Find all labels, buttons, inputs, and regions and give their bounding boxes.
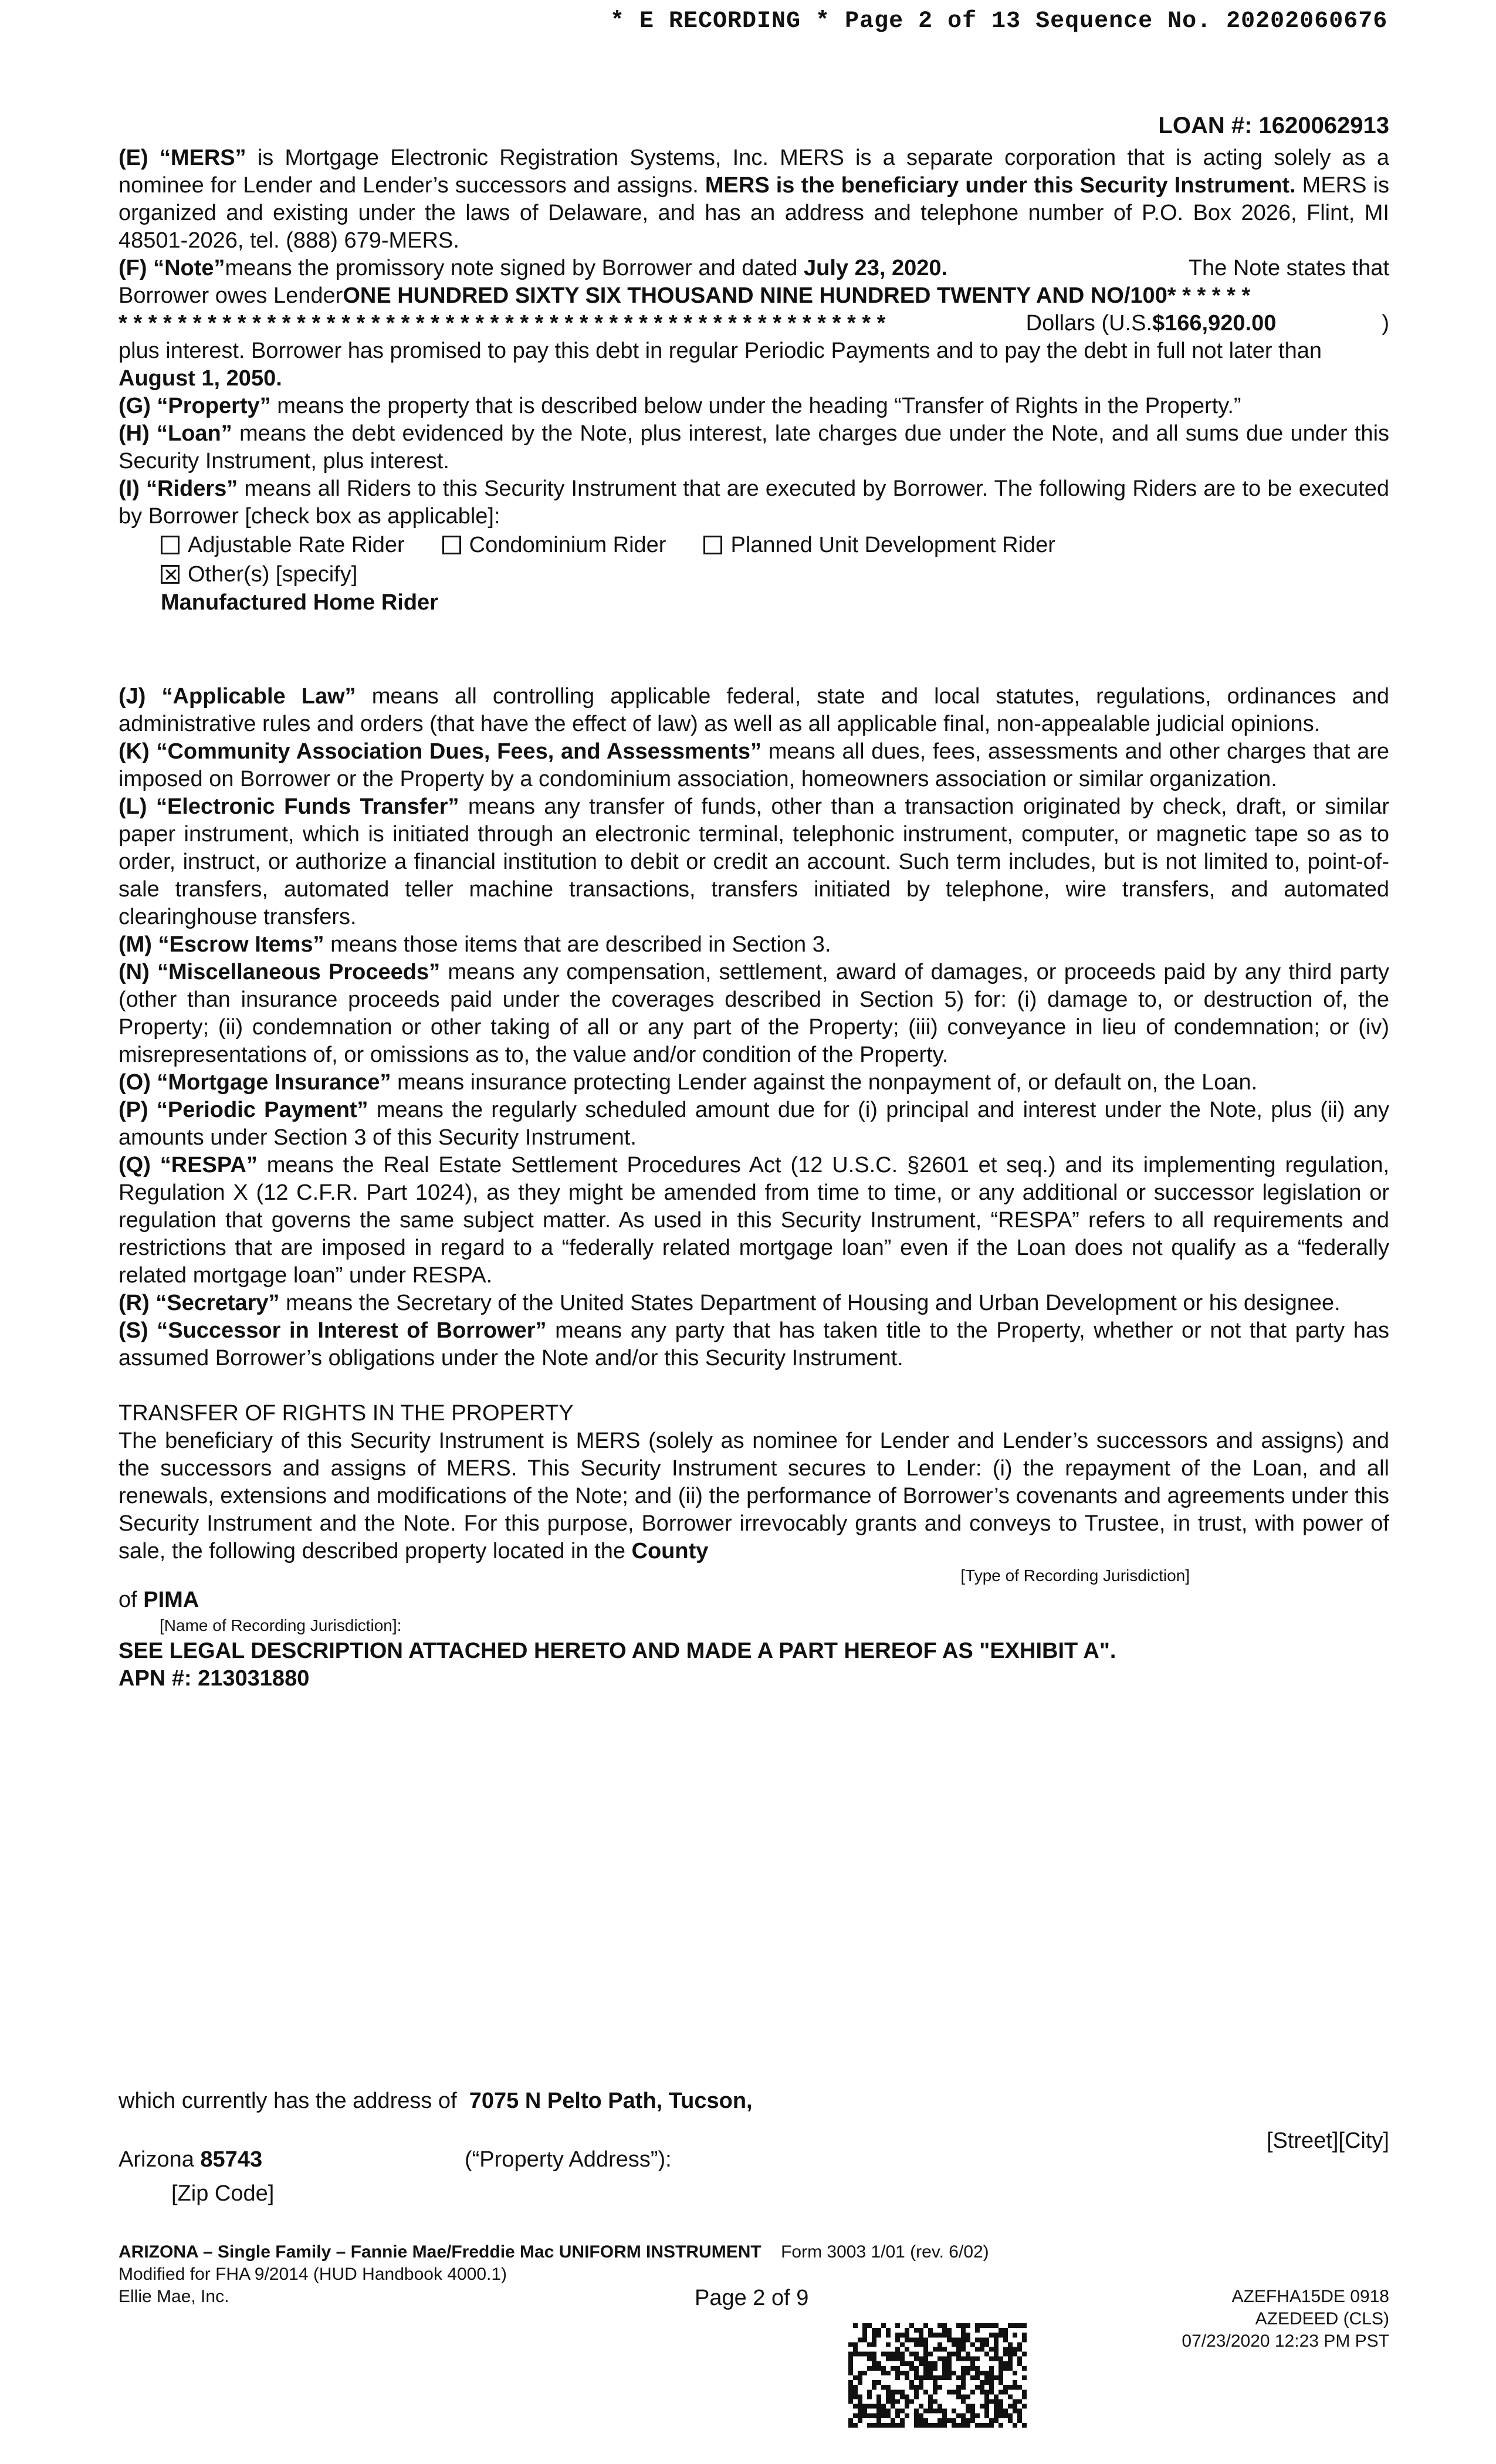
- apn-number: APN #: 213031880: [119, 1666, 310, 1691]
- checkbox-icon[interactable]: [161, 536, 180, 554]
- definition-s: (S) “Successor in Interest of Borrower” means any party that has taken title to the Property, whether or not that party has assumed Borrower’s obligations under the Note and/or this Security Instrument.: [119, 1318, 1389, 1370]
- rider-other-value: Manufactured Home Rider: [161, 590, 438, 615]
- definition-l: (L) “Electronic Funds Transfer” means any transfer of funds, other than a transaction originated by check, draft, or similar paper instrument, which is initiated through an electronic terminal, telephonic instrument, computer, or magnetic tape so as to order, instruct, or authorize a financial institution to debit or credit an account. Such term includes, but is not limited to, point-of-sale transfers, automated teller machine transactions, transfers initiated by telephone, wire transfers, and automated clearinghouse transfers.: [119, 794, 1389, 929]
- page-number: Page 2 of 9: [695, 2286, 809, 2310]
- checkbox-icon[interactable]: [442, 536, 461, 554]
- legal-description: SEE LEGAL DESCRIPTION ATTACHED HERETO AND MADE A PART HEREOF AS "EXHIBIT A".: [119, 1639, 1116, 1663]
- barcode-icon: [848, 2323, 1027, 2428]
- transfer-heading: TRANSFER OF RIGHTS IN THE PROPERTY: [119, 1401, 574, 1426]
- rider-planned-unit-development[interactable]: Planned Unit Development Rider: [703, 532, 1055, 559]
- note-date: July 23, 2020.: [803, 256, 948, 280]
- loan-number: LOAN #: 1620062913: [1158, 113, 1389, 138]
- loan-amount: $166,920.00: [1152, 311, 1277, 336]
- definition-i: (I) “Riders” means all Riders to this Security Instrument that are executed by Borrower. The following Riders are to be executed by Borrower [check box as applicable]:: [119, 476, 1389, 529]
- definition-f-line1: (F) “Note” means the promissory note signed by Borrower and dated July 23, 2020. The Note states that: [119, 255, 1389, 282]
- riders-checklist: [161, 530, 1389, 618]
- definition-p: (P) “Periodic Payment” means the regularly scheduled amount due for (i) principal and interest under the Note, plus (ii) any amounts under Section 3 of this Security Instrument.: [119, 1098, 1389, 1150]
- checked-checkbox-icon[interactable]: [161, 565, 180, 584]
- footer: ARIZONA – Single Family – Fannie Mae/Freddie Mac UNIFORM INSTRUMENT Form 3003 1/01 (rev. 6/02) Modified for FHA 9/2014 (HUD Handbook 4000.1) Ellie Mae, Inc. Page 2 of 9 AZEFHA15DE 0918 AZEDEED (CLS) 07/23/2020 12:23 PM PST: [119, 2241, 1389, 2308]
- footer-codes: AZEFHA15DE 0918 AZEDEED (CLS) 07/23/2020 12:23 PM PST: [1182, 2287, 1389, 2351]
- jurisdiction-type: County: [631, 1539, 709, 1563]
- definition-f-line2: Borrower owes Lender ONE HUNDRED SIXTY SIX THOUSAND NINE HUNDRED TWENTY AND NO/100* * * * * *: [119, 282, 1389, 310]
- rider-condominium[interactable]: Condominium Rider: [442, 532, 666, 559]
- property-address-label: (“Property Address”):: [465, 2147, 672, 2172]
- definition-e: (E) “MERS” is Mortgage Electronic Registration Systems, Inc. MERS is a separate corporation that is acting solely as a nominee for Lender and Lender’s successors and assigns. MERS is the beneficiary under this Security Instrument. MERS is organized and existing under the laws of Delaware, and has an address and telephone number of P.O. Box 2026, Flint, MI 48501-2026, tel. (888) 679-MERS.: [119, 145, 1389, 253]
- jurisdiction-line: of PIMA: [119, 1588, 199, 1612]
- definition-n: (N) “Miscellaneous Proceeds” means any compensation, settlement, award of damages, or proceeds paid by any third party (other than insurance proceeds paid under the coverages described in Section 5) for: (i) damage to, or destruction of, the Property; (ii) condemnation or other taking of all or any part of the Property; (iii) conveyance in lieu of condemnation; or (iv) misrepresentations of, or omissions as to, the value and/or condition of the Property.: [119, 960, 1389, 1067]
- street-city-caption: [Street][City]: [1266, 2128, 1389, 2153]
- definition-m: (M) “Escrow Items” means those items that are described in Section 3.: [119, 932, 831, 957]
- jurisdiction-type-caption: [Type of Recording Jurisdiction]: [960, 1566, 1190, 1585]
- street-city: 7075 N Pelto Path, Tucson,: [469, 2089, 753, 2113]
- zip-code: 85743: [200, 2147, 263, 2172]
- definition-q: (Q) “RESPA” means the Real Estate Settlement Procedures Act (12 U.S.C. §2601 et seq.) and its implementing regulation, Regulation X (12 C.F.R. Part 1024), as they might be amended from time to time, or any additional or successor legislation or regulation that governs the same subject matter. As used in this Security Instrument, “RESPA” refers to all requirements and restrictions that are imposed in regard to a “federally related mortgage loan” even if the Loan does not qualify as a “federally related mortgage loan” under RESPA.: [119, 1153, 1390, 1288]
- state-zip-line: Arizona 85743 (“Property Address”):: [119, 2147, 672, 2172]
- property-address-line: which currently has the address of 7075 N Pelto Path, Tucson,: [119, 2089, 753, 2113]
- rider-other[interactable]: Other(s) [specify]: [161, 561, 357, 588]
- jurisdiction-name: PIMA: [143, 1588, 199, 1612]
- document-body: [119, 144, 1389, 1693]
- definition-o: (O) “Mortgage Insurance” means insurance protecting Lender against the nonpayment of, or default on, the Loan.: [119, 1070, 1258, 1095]
- definition-j: (J) “Applicable Law” means all controlling applicable federal, state and local statutes, regulations, ordinances and administrative rules and orders (that have the effect of law) as well as all applicable final, non-appealable judicial opinions.: [119, 684, 1389, 736]
- definition-k: (K) “Community Association Dues, Fees, and Assessments” means all dues, fees, assessments and other charges that are imposed on Borrower or the Property by a condominium association, homeowners association or similar organization.: [119, 739, 1389, 791]
- maturity-date: August 1, 2050.: [119, 366, 282, 391]
- definition-g: (G) “Property” means the property that is described below under the heading “Transfer of Rights in the Property.”: [119, 394, 1241, 418]
- recording-header: * E RECORDING * Page 2 of 13 Sequence No. 20202060676: [610, 8, 1388, 35]
- definition-f-line3: * * * * * * * * * * * * * * * * * * * * * * * * * * * * * * * * * * * * * * * * * * * * * * * * * * * * Dollars (U.S. $166,920.00 ): [119, 310, 1389, 337]
- definition-r: (R) “Secretary” means the Secretary of the United States Department of Housing and Urban Development or his designee.: [119, 1291, 1341, 1315]
- jurisdiction-name-caption: [Name of Recording Jurisdiction]:: [160, 1616, 402, 1634]
- zip-code-caption: [Zip Code]: [171, 2181, 275, 2206]
- loan-amount-words: ONE HUNDRED SIXTY SIX THOUSAND NINE HUNDRED TWENTY AND NO/100* * * * * *: [343, 283, 1251, 308]
- form-number: Form 3003 1/01 (rev. 6/02): [781, 2242, 989, 2262]
- transfer-paragraph: The beneficiary of this Security Instrument is MERS (solely as nominee for Lender and Lender’s successors and assigns) and the successors and assigns of MERS. This Security Instrument secures to Lender: (i) the repayment of the Loan, and all renewals, extensions and modifications of the Note; and (ii) the performance of Borrower’s covenants and agreements under this Security Instrument and the Note. For this purpose, Borrower irrevocably grants and conveys to Trustee, in trust, with power of sale, the following described property located in the County: [119, 1429, 1389, 1563]
- checkbox-icon[interactable]: [703, 536, 722, 554]
- definition-f-line4: plus interest. Borrower has promised to pay this debt in regular Periodic Payments and to pay the debt in full not later than: [119, 339, 1322, 363]
- rider-adjustable-rate[interactable]: Adjustable Rate Rider: [161, 532, 405, 559]
- definition-h: (H) “Loan” means the debt evidenced by the Note, plus interest, late charges due under the Note, and all sums due under this Security Instrument, plus interest.: [119, 421, 1390, 473]
